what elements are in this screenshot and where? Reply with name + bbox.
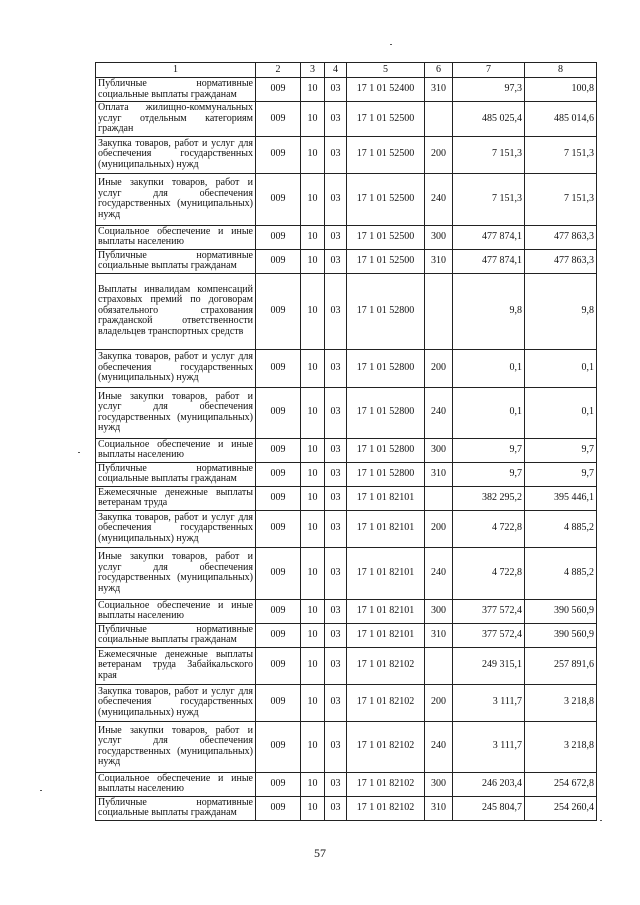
expense-type-cell: 310	[425, 623, 453, 647]
admin-code-cell: 009	[256, 510, 301, 547]
table-row	[96, 273, 597, 349]
expense-type-cell: 200	[425, 349, 453, 387]
expense-type-cell	[425, 102, 453, 137]
subsection-cell: 03	[325, 249, 347, 273]
header-row	[96, 63, 597, 78]
row-name-cell: Выплаты инвалидам компенсаций страховых премий по договорам обязательного страхования гражданской ответственности владельцев транспортных средств	[96, 273, 256, 349]
target-article-cell: 17 1 01 52400	[347, 78, 425, 102]
table-row	[96, 102, 597, 137]
table-row	[96, 173, 597, 225]
expense-type-cell: 310	[425, 78, 453, 102]
section-cell: 10	[301, 684, 325, 721]
amount-year2-cell: 254 260,4	[525, 796, 597, 820]
section-cell: 10	[301, 438, 325, 462]
table-row	[96, 647, 597, 684]
amount-year2-cell: 3 218,8	[525, 684, 597, 721]
section-cell: 10	[301, 623, 325, 647]
amount-year1-cell: 382 295,2	[453, 486, 525, 510]
section-cell: 10	[301, 249, 325, 273]
table-row	[96, 387, 597, 438]
admin-code-cell: 009	[256, 102, 301, 137]
amount-year1-cell: 485 025,4	[453, 102, 525, 137]
table-row	[96, 438, 597, 462]
subsection-cell: 03	[325, 136, 347, 173]
target-article-cell: 17 1 01 52800	[347, 462, 425, 486]
target-article-cell: 17 1 01 52800	[347, 273, 425, 349]
row-name-cell: Публичные нормативные социальные выплаты гражданам	[96, 78, 256, 102]
expense-type-cell: 300	[425, 772, 453, 796]
subsection-cell: 03	[325, 273, 347, 349]
expense-type-cell: 310	[425, 462, 453, 486]
target-article-cell: 17 1 01 82102	[347, 647, 425, 684]
subsection-cell: 03	[325, 387, 347, 438]
section-cell: 10	[301, 721, 325, 772]
amount-year2-cell: 9,8	[525, 273, 597, 349]
target-article-cell: 17 1 01 52500	[347, 136, 425, 173]
amount-year1-cell: 4 722,8	[453, 510, 525, 547]
target-article-cell: 17 1 01 52500	[347, 225, 425, 249]
section-cell: 10	[301, 78, 325, 102]
expense-type-cell	[425, 486, 453, 510]
admin-code-cell: 009	[256, 796, 301, 820]
amount-year1-cell: 9,7	[453, 462, 525, 486]
expense-type-cell: 310	[425, 249, 453, 273]
target-article-cell: 17 1 01 52500	[347, 173, 425, 225]
row-name-cell: Публичные нормативные социальные выплаты гражданам	[96, 462, 256, 486]
row-name-cell: Иные закупки товаров, работ и услуг для обеспечения государственных (муниципальных) нужд	[96, 721, 256, 772]
admin-code-cell: 009	[256, 349, 301, 387]
table-row	[96, 684, 597, 721]
section-cell: 10	[301, 387, 325, 438]
subsection-cell: 03	[325, 599, 347, 623]
scan-speck	[390, 44, 392, 45]
subsection-cell: 03	[325, 173, 347, 225]
amount-year1-cell: 3 111,7	[453, 721, 525, 772]
amount-year2-cell: 390 560,9	[525, 599, 597, 623]
target-article-cell: 17 1 01 82101	[347, 599, 425, 623]
header-cell: 8	[525, 63, 597, 78]
subsection-cell: 03	[325, 78, 347, 102]
expense-type-cell: 310	[425, 796, 453, 820]
row-name-cell: Социальное обеспечение и иные выплаты населению	[96, 225, 256, 249]
table-row	[96, 623, 597, 647]
table-body	[96, 78, 597, 821]
section-cell: 10	[301, 547, 325, 599]
table-row	[96, 462, 597, 486]
header-cell: 1	[96, 63, 256, 78]
target-article-cell: 17 1 01 82102	[347, 772, 425, 796]
table-row	[96, 599, 597, 623]
table-row	[96, 78, 597, 102]
section-cell: 10	[301, 349, 325, 387]
amount-year2-cell: 7 151,3	[525, 136, 597, 173]
table-row	[96, 721, 597, 772]
row-name-cell: Социальное обеспечение и иные выплаты населению	[96, 599, 256, 623]
admin-code-cell: 009	[256, 647, 301, 684]
expense-type-cell: 300	[425, 225, 453, 249]
subsection-cell: 03	[325, 486, 347, 510]
header-cell: 4	[325, 63, 347, 78]
scan-speck	[600, 820, 602, 821]
table-row	[96, 249, 597, 273]
expense-type-cell: 200	[425, 510, 453, 547]
amount-year2-cell: 390 560,9	[525, 623, 597, 647]
scan-speck	[78, 452, 80, 453]
admin-code-cell: 009	[256, 273, 301, 349]
amount-year2-cell: 254 672,8	[525, 772, 597, 796]
amount-year2-cell: 4 885,2	[525, 547, 597, 599]
row-name-cell: Иные закупки товаров, работ и услуг для обеспечения государственных (муниципальных) нужд	[96, 387, 256, 438]
amount-year2-cell: 477 863,3	[525, 225, 597, 249]
subsection-cell: 03	[325, 684, 347, 721]
amount-year2-cell: 100,8	[525, 78, 597, 102]
target-article-cell: 17 1 01 52500	[347, 249, 425, 273]
row-name-cell: Публичные нормативные социальные выплаты гражданам	[96, 249, 256, 273]
target-article-cell: 17 1 01 52800	[347, 349, 425, 387]
amount-year1-cell: 3 111,7	[453, 684, 525, 721]
admin-code-cell: 009	[256, 772, 301, 796]
row-name-cell: Закупка товаров, работ и услуг для обеспечения государственных (муниципальных) нужд	[96, 349, 256, 387]
header-cell: 6	[425, 63, 453, 78]
admin-code-cell: 009	[256, 249, 301, 273]
section-cell: 10	[301, 599, 325, 623]
amount-year2-cell: 4 885,2	[525, 510, 597, 547]
target-article-cell: 17 1 01 82101	[347, 623, 425, 647]
header-cell: 5	[347, 63, 425, 78]
section-cell: 10	[301, 486, 325, 510]
section-cell: 10	[301, 462, 325, 486]
amount-year2-cell: 477 863,3	[525, 249, 597, 273]
amount-year1-cell: 377 572,4	[453, 623, 525, 647]
table-row	[96, 510, 597, 547]
expense-type-cell	[425, 273, 453, 349]
header-cell: 3	[301, 63, 325, 78]
admin-code-cell: 009	[256, 623, 301, 647]
row-name-cell: Ежемесячные денежные выплаты ветеранам труда	[96, 486, 256, 510]
expense-type-cell: 200	[425, 684, 453, 721]
target-article-cell: 17 1 01 82102	[347, 684, 425, 721]
section-cell: 10	[301, 102, 325, 137]
amount-year1-cell: 246 203,4	[453, 772, 525, 796]
row-name-cell: Закупка товаров, работ и услуг для обеспечения государственных (муниципальных) нужд	[96, 684, 256, 721]
subsection-cell: 03	[325, 772, 347, 796]
admin-code-cell: 009	[256, 225, 301, 249]
amount-year2-cell: 3 218,8	[525, 721, 597, 772]
page-number: 57	[314, 846, 326, 860]
section-cell: 10	[301, 510, 325, 547]
expense-type-cell: 300	[425, 599, 453, 623]
subsection-cell: 03	[325, 462, 347, 486]
admin-code-cell: 009	[256, 136, 301, 173]
amount-year1-cell: 97,3	[453, 78, 525, 102]
section-cell: 10	[301, 273, 325, 349]
admin-code-cell: 009	[256, 462, 301, 486]
amount-year1-cell: 477 874,1	[453, 225, 525, 249]
subsection-cell: 03	[325, 349, 347, 387]
row-name-cell: Ежемесячные денежные выплаты ветеранам труда Забайкальского края	[96, 647, 256, 684]
target-article-cell: 17 1 01 82101	[347, 510, 425, 547]
header-cell: 7	[453, 63, 525, 78]
expense-type-cell: 240	[425, 173, 453, 225]
admin-code-cell: 009	[256, 721, 301, 772]
amount-year1-cell: 377 572,4	[453, 599, 525, 623]
amount-year1-cell: 9,7	[453, 438, 525, 462]
row-name-cell: Иные закупки товаров, работ и услуг для обеспечения государственных (муниципальных) нужд	[96, 173, 256, 225]
amount-year2-cell: 395 446,1	[525, 486, 597, 510]
subsection-cell: 03	[325, 225, 347, 249]
target-article-cell: 17 1 01 52500	[347, 102, 425, 137]
subsection-cell: 03	[325, 647, 347, 684]
subsection-cell: 03	[325, 438, 347, 462]
subsection-cell: 03	[325, 721, 347, 772]
section-cell: 10	[301, 796, 325, 820]
section-cell: 10	[301, 173, 325, 225]
amount-year1-cell: 7 151,3	[453, 136, 525, 173]
amount-year1-cell: 9,8	[453, 273, 525, 349]
admin-code-cell: 009	[256, 599, 301, 623]
subsection-cell: 03	[325, 796, 347, 820]
amount-year2-cell: 485 014,6	[525, 102, 597, 137]
expense-type-cell: 240	[425, 387, 453, 438]
scan-speck	[40, 790, 42, 791]
amount-year1-cell: 249 315,1	[453, 647, 525, 684]
amount-year1-cell: 0,1	[453, 387, 525, 438]
admin-code-cell: 009	[256, 78, 301, 102]
header-cell: 2	[256, 63, 301, 78]
row-name-cell: Иные закупки товаров, работ и услуг для обеспечения государственных (муниципальных) нужд	[96, 547, 256, 599]
amount-year1-cell: 4 722,8	[453, 547, 525, 599]
section-cell: 10	[301, 225, 325, 249]
expense-type-cell: 200	[425, 136, 453, 173]
target-article-cell: 17 1 01 52800	[347, 438, 425, 462]
subsection-cell: 03	[325, 510, 347, 547]
target-article-cell: 17 1 01 52800	[347, 387, 425, 438]
amount-year2-cell: 0,1	[525, 349, 597, 387]
table-row	[96, 772, 597, 796]
table-row	[96, 349, 597, 387]
row-name-cell: Закупка товаров, работ и услуг для обеспечения государственных (муниципальных) нужд	[96, 510, 256, 547]
table-row	[96, 486, 597, 510]
admin-code-cell: 009	[256, 387, 301, 438]
admin-code-cell: 009	[256, 684, 301, 721]
amount-year1-cell: 477 874,1	[453, 249, 525, 273]
row-name-cell: Оплата жилищно-коммунальных услуг отдельным категориям граждан	[96, 102, 256, 137]
amount-year2-cell: 7 151,3	[525, 173, 597, 225]
subsection-cell: 03	[325, 102, 347, 137]
target-article-cell: 17 1 01 82102	[347, 796, 425, 820]
table-row	[96, 136, 597, 173]
table-row	[96, 225, 597, 249]
expense-type-cell	[425, 647, 453, 684]
table-row	[96, 796, 597, 820]
row-name-cell: Публичные нормативные социальные выплаты гражданам	[96, 623, 256, 647]
section-cell: 10	[301, 772, 325, 796]
amount-year1-cell: 0,1	[453, 349, 525, 387]
amount-year2-cell: 0,1	[525, 387, 597, 438]
amount-year2-cell: 257 891,6	[525, 647, 597, 684]
admin-code-cell: 009	[256, 173, 301, 225]
amount-year2-cell: 9,7	[525, 462, 597, 486]
expense-type-cell: 240	[425, 721, 453, 772]
table-row	[96, 547, 597, 599]
section-cell: 10	[301, 136, 325, 173]
admin-code-cell: 009	[256, 547, 301, 599]
expense-type-cell: 300	[425, 438, 453, 462]
amount-year1-cell: 7 151,3	[453, 173, 525, 225]
target-article-cell: 17 1 01 82102	[347, 721, 425, 772]
amount-year2-cell: 9,7	[525, 438, 597, 462]
subsection-cell: 03	[325, 623, 347, 647]
row-name-cell: Публичные нормативные социальные выплаты гражданам	[96, 796, 256, 820]
admin-code-cell: 009	[256, 486, 301, 510]
section-cell: 10	[301, 647, 325, 684]
expense-type-cell: 240	[425, 547, 453, 599]
target-article-cell: 17 1 01 82101	[347, 486, 425, 510]
subsection-cell: 03	[325, 547, 347, 599]
row-name-cell: Социальное обеспечение и иные выплаты населению	[96, 772, 256, 796]
row-name-cell: Закупка товаров, работ и услуг для обеспечения государственных (муниципальных) нужд	[96, 136, 256, 173]
budget-table	[95, 62, 597, 821]
amount-year1-cell: 245 804,7	[453, 796, 525, 820]
row-name-cell: Социальное обеспечение и иные выплаты населению	[96, 438, 256, 462]
admin-code-cell: 009	[256, 438, 301, 462]
target-article-cell: 17 1 01 82101	[347, 547, 425, 599]
